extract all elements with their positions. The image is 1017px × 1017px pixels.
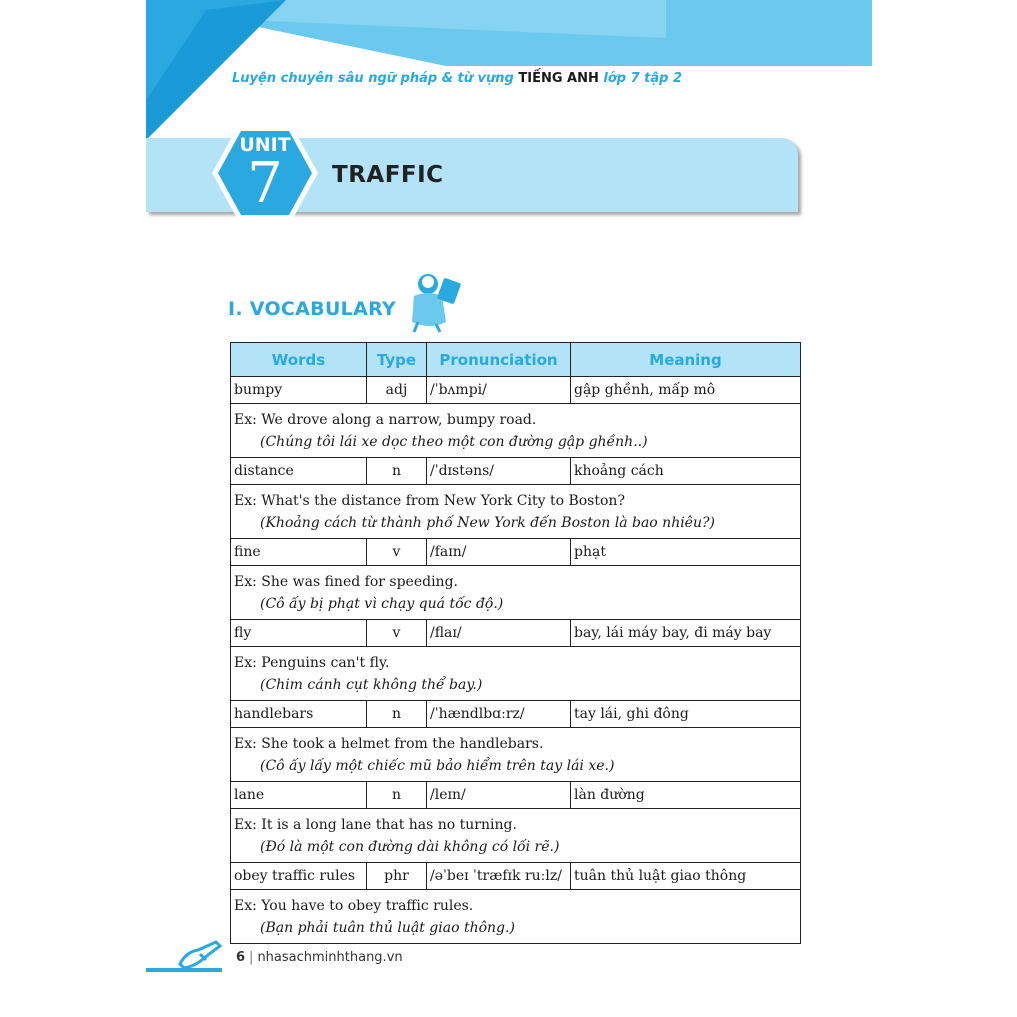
vocab-word: lane (231, 782, 367, 809)
page-footer (236, 950, 403, 965)
example-english: Ex: We drove along a narrow, bumpy road. (234, 411, 537, 428)
example-row (231, 728, 801, 782)
student-illustration-icon (400, 266, 470, 334)
vocab-meaning: tuân thủ luật giao thông (571, 863, 801, 890)
example-vietnamese: (Cô ấy lấy một chiếc mũ bảo hiểm trên tay lái xe.) (260, 757, 615, 774)
unit-label: UNIT (239, 134, 291, 156)
series-prefix: Luyện chuyên sâu ngữ pháp & từ vựng (232, 71, 519, 86)
example-row (231, 485, 801, 539)
example-vietnamese: (Khoảng cách từ thành phố New York đến Boston là bao nhiêu?) (260, 514, 715, 531)
example-row (231, 404, 801, 458)
example-cell (231, 809, 801, 863)
unit-title: TRAFFIC (332, 162, 444, 188)
example-english: Ex: What's the distance from New York City to Boston? (234, 492, 625, 509)
vocabulary-table (230, 342, 801, 944)
vocab-pronunciation: /leɪn/ (427, 782, 571, 809)
vocab-meaning: khoảng cách (571, 458, 801, 485)
example-row (231, 647, 801, 701)
vocab-pronunciation: /ˈdɪstəns/ (427, 458, 571, 485)
example-cell (231, 647, 801, 701)
vocab-word: fly (231, 620, 367, 647)
vocab-meaning: bay, lái máy bay, đi máy bay (571, 620, 801, 647)
example-row (231, 890, 801, 944)
example-cell (231, 728, 801, 782)
vocab-word: fine (231, 539, 367, 566)
vocab-type: v (367, 620, 427, 647)
footer-separator: | (249, 950, 254, 965)
vocab-row (231, 782, 801, 809)
table-header-row (231, 343, 801, 377)
vocabulary-rows (231, 377, 801, 944)
example-vietnamese: (Bạn phải tuân thủ luật giao thông.) (260, 919, 515, 936)
vocab-row (231, 377, 801, 404)
footer-bar (146, 968, 222, 972)
vocab-pronunciation: /ˈbʌmpi/ (427, 377, 571, 404)
example-row (231, 566, 801, 620)
vocab-row (231, 863, 801, 890)
series-suffix: lớp 7 tập 2 (598, 71, 683, 86)
example-cell (231, 566, 801, 620)
vocab-row (231, 620, 801, 647)
vocab-word: bumpy (231, 377, 367, 404)
vocab-type: n (367, 458, 427, 485)
vocab-word: handlebars (231, 701, 367, 728)
example-english: Ex: You have to obey traffic rules. (234, 897, 474, 914)
example-english: Ex: Penguins can't fly. (234, 654, 390, 671)
vocab-type: phr (367, 863, 427, 890)
book-page (146, 0, 872, 1017)
vocab-word: distance (231, 458, 367, 485)
vocab-meaning: làn đường (571, 782, 801, 809)
vocab-type: v (367, 539, 427, 566)
vocab-type: n (367, 701, 427, 728)
header-words: Words (231, 343, 367, 377)
header-decoration (146, 0, 872, 140)
page-number: 6 (236, 950, 246, 965)
example-cell (231, 485, 801, 539)
example-english: Ex: It is a long lane that has no turning. (234, 816, 517, 833)
example-english: Ex: She took a helmet from the handlebars. (234, 735, 544, 752)
example-vietnamese: (Chúng tôi lái xe dọc theo một con đường gập ghềnh..) (260, 433, 648, 450)
example-cell (231, 890, 801, 944)
vocab-meaning: gập ghềnh, mấp mô (571, 377, 801, 404)
example-cell (231, 404, 801, 458)
example-vietnamese: (Cô ấy bị phạt vì chạy quá tốc độ.) (260, 595, 504, 612)
example-english: Ex: She was fined for speeding. (234, 573, 458, 590)
publisher-site: nhasachminhthang.vn (257, 950, 403, 965)
vocab-pronunciation: /ˈhændlbɑːrz/ (427, 701, 571, 728)
vocab-word: obey traffic rules (231, 863, 367, 890)
vocab-pronunciation: /əˈbeɪ ˈtræfɪk ruːlz/ (427, 863, 571, 890)
vocab-pronunciation: /flaɪ/ (427, 620, 571, 647)
example-vietnamese: (Đó là một con đường dài không có lối rẽ.) (260, 838, 560, 855)
header-pronunciation: Pronunciation (427, 343, 571, 377)
vocab-row (231, 539, 801, 566)
vocab-row (231, 458, 801, 485)
header-meaning: Meaning (571, 343, 801, 377)
vocab-pronunciation: /faɪn/ (427, 539, 571, 566)
vocab-type: n (367, 782, 427, 809)
series-emphasis: TIẾNG ANH (518, 71, 599, 86)
example-row (231, 809, 801, 863)
series-title (232, 71, 682, 86)
vocab-type: adj (367, 377, 427, 404)
vocab-meaning: tay lái, ghi đông (571, 701, 801, 728)
section-heading: I. VOCABULARY (228, 298, 397, 320)
unit-number: 7 (247, 151, 283, 216)
vocab-row (231, 701, 801, 728)
vocab-meaning: phạt (571, 539, 801, 566)
header-type: Type (367, 343, 427, 377)
example-vietnamese: (Chim cánh cụt không thể bay.) (260, 676, 483, 693)
